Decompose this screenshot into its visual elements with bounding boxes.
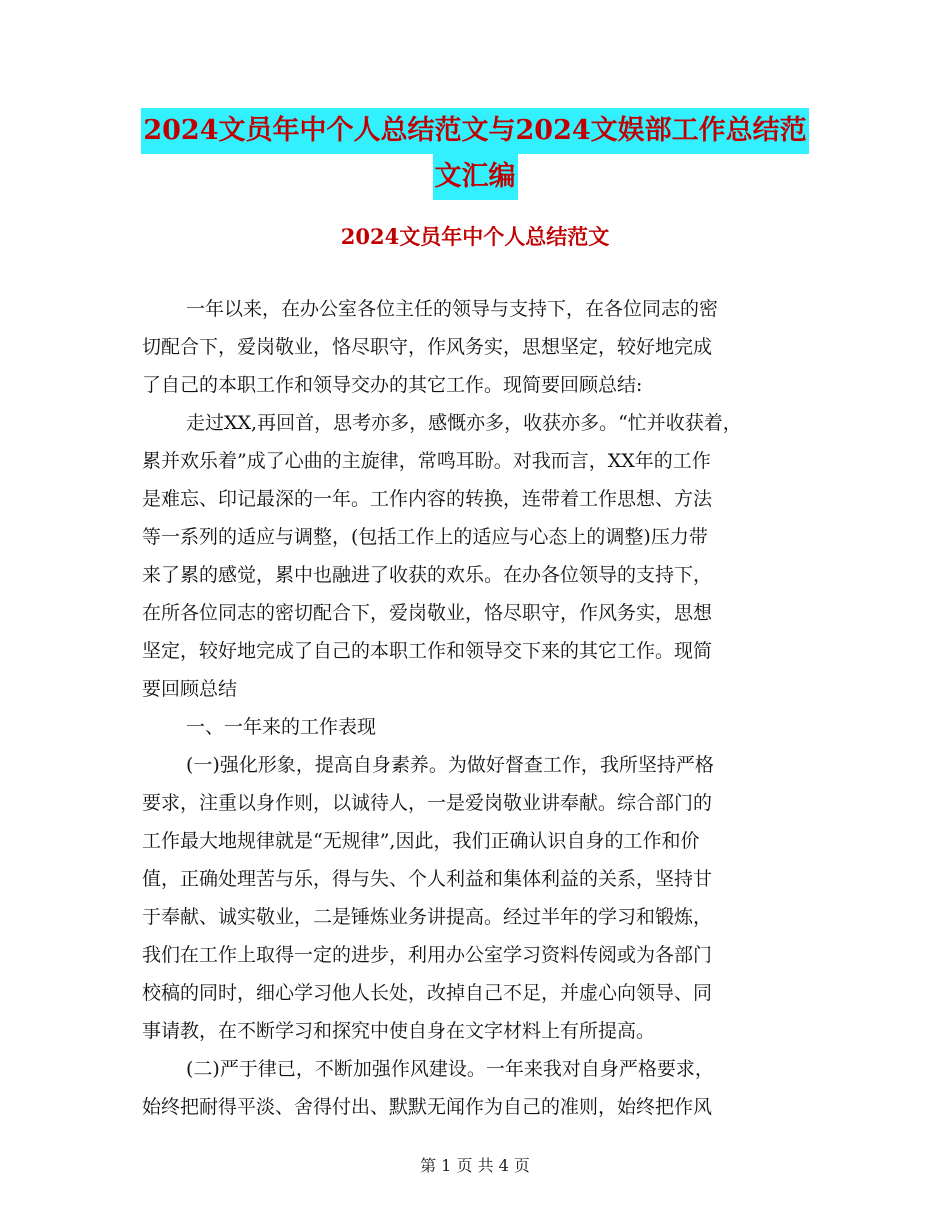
body-line: 要回顾总结 bbox=[142, 678, 238, 700]
body-line: 始终把耐得平淡、舍得付出、默默无闻作为自己的准则，始终把作风 bbox=[142, 1096, 713, 1118]
body-line: (二)严于律已，不断加强作风建设。一年来我对自身严格要求， bbox=[186, 1058, 714, 1080]
section-heading: 2024文员年中个人总结范文 bbox=[340, 224, 610, 249]
document-title bbox=[0, 108, 950, 200]
body-line: 要求，注重以身作则，以诚待人，一是爱岗敬业讲奉献。综合部门的 bbox=[142, 792, 713, 814]
body-line: 工作最大地规律就是“无规律”,因此，我们正确认识自身的工作和价 bbox=[142, 830, 700, 852]
body-line: (一)强化形象，提高自身素养。为做好督查工作，我所坚持严格 bbox=[186, 754, 714, 776]
body-text bbox=[142, 290, 832, 1126]
body-line: 了自己的本职工作和领导交办的其它工作。现简要回顾总结: bbox=[142, 374, 643, 396]
title-line-1: 2024文员年中个人总结范文与2024文娱部工作总结范 bbox=[141, 108, 808, 154]
body-line: 一年以来，在办公室各位主任的领导与支持下，在各位同志的密 bbox=[186, 298, 719, 320]
body-line: 来了累的感觉，累中也融进了收获的欢乐。在办各位领导的支持下， bbox=[142, 564, 713, 586]
body-line: 坚定，较好地完成了自己的本职工作和领导交下来的其它工作。现简 bbox=[142, 640, 713, 662]
body-line: 一、一年来的工作表现 bbox=[186, 716, 377, 738]
title-line-2: 文汇编 bbox=[433, 154, 518, 200]
body-line: 事请教，在不断学习和探究中使自身在文字材料上有所提高。 bbox=[142, 1020, 656, 1042]
body-line: 走过XX,再回首，思考亦多，感慨亦多，收获亦多。“忙并收获着， bbox=[186, 412, 742, 434]
body-line: 校稿的同时，细心学习他人长处，改掉自己不足，并虚心向领导、同 bbox=[142, 982, 713, 1004]
body-line: 等一系列的适应与调整，(包括工作上的适应与心态上的调整)压力带 bbox=[142, 526, 708, 548]
body-line: 值，正确处理苦与乐，得与失、个人利益和集体利益的关系，坚持甘 bbox=[142, 868, 713, 890]
page-footer: 第 1 页 共 4 页 bbox=[420, 1156, 530, 1175]
body-line: 于奉献、诚实敬业，二是锤炼业务讲提高。经过半年的学习和锻炼， bbox=[142, 906, 713, 928]
body-line: 我们在工作上取得一定的进步，利用办公室学习资料传阅或为各部门 bbox=[142, 944, 713, 966]
body-line: 切配合下，爱岗敬业，恪尽职守，作风务实，思想坚定，较好地完成 bbox=[142, 336, 713, 358]
body-line: 是难忘、印记最深的一年。工作内容的转换，连带着工作思想、方法 bbox=[142, 488, 713, 510]
body-line: 累并欢乐着”成了心曲的主旋律，常鸣耳盼。对我而言，XX年的工作 bbox=[142, 450, 711, 472]
body-line: 在所各位同志的密切配合下，爱岗敬业，恪尽职守，作风务实，思想 bbox=[142, 602, 713, 624]
